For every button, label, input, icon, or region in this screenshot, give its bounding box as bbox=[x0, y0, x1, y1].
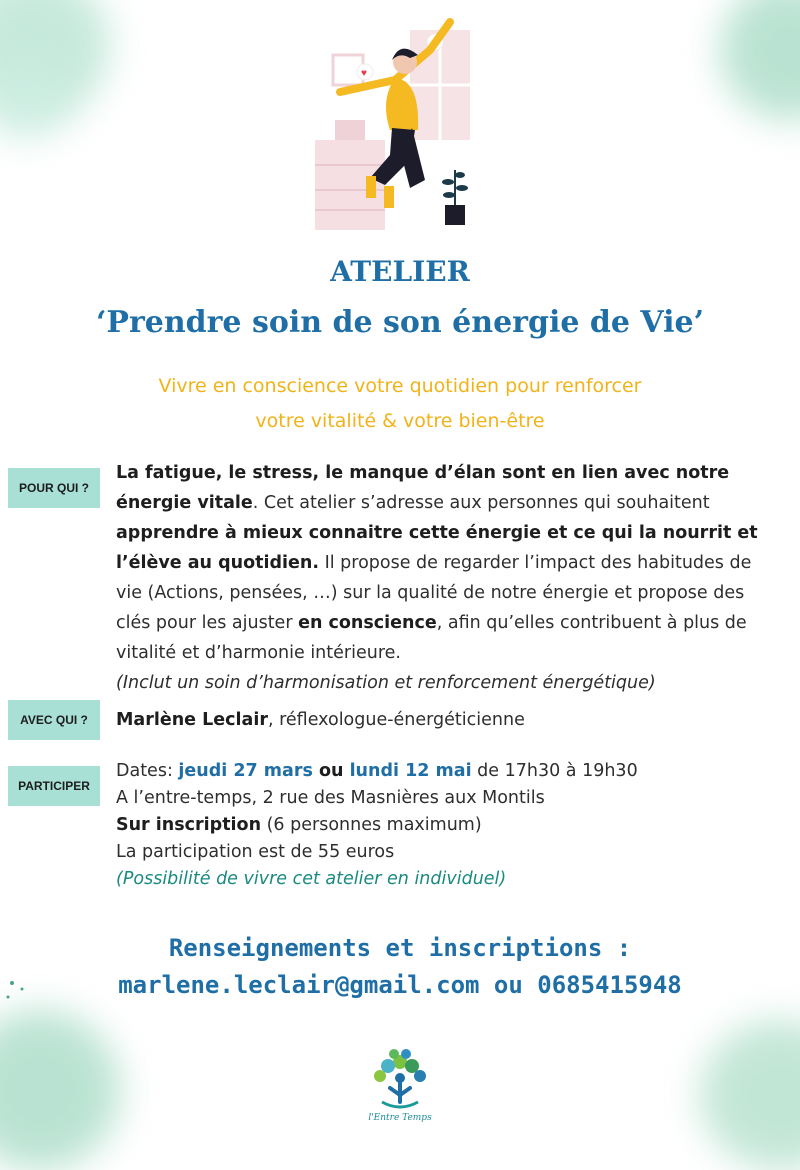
date-2: lundi 12 mai bbox=[349, 761, 472, 781]
time-range: de 17h30 à 19h30 bbox=[471, 761, 638, 781]
pour-qui-italic-note: (Inclut un soin d’harmonisation et renforcement énergétique) bbox=[116, 673, 656, 693]
address: A l’entre-temps, 2 rue des Masnières aux Montils bbox=[116, 788, 545, 808]
participer-details bbox=[116, 758, 776, 893]
pour-qui-text-3: , afin qu’elles contribuent à plus de vitalité et d’harmonie intérieure. bbox=[116, 613, 747, 663]
pour-qui-bold-2: apprendre à mieux connaitre cette énergie et ce qui la nourrit et l’élève au quotidien. bbox=[116, 523, 758, 573]
watercolor-decoration-bottom-left bbox=[0, 1010, 120, 1170]
pour-qui-text-1: . Cet atelier s’adresse aux personnes qui souhaitent bbox=[252, 493, 710, 513]
pour-qui-bold-3: en conscience bbox=[298, 613, 437, 633]
pour-qui-label: POUR QUI ? bbox=[8, 468, 100, 508]
facilitator-name: Marlène Leclair bbox=[116, 710, 268, 730]
avec-qui-label: AVEC QUI ? bbox=[8, 700, 100, 740]
individual-option: (Possibilité de vivre cet atelier en individuel) bbox=[116, 869, 507, 889]
contact-heading: Renseignements et inscriptions : bbox=[168, 934, 632, 962]
jumping-woman-illustration bbox=[300, 10, 500, 235]
dates-prefix: Dates: bbox=[116, 761, 179, 781]
subtitle-line-1: Vivre en conscience votre quotidien pour renforcer bbox=[158, 375, 642, 397]
watercolor-decoration-top-right bbox=[720, 0, 800, 120]
svg-text:♥: ♥ bbox=[361, 68, 367, 79]
inscription-bold: Sur inscription bbox=[116, 815, 262, 835]
date-1: jeudi 27 mars bbox=[178, 761, 313, 781]
workshop-name: ‘Prendre soin de son énergie de Vie’ bbox=[95, 305, 705, 340]
pour-qui-text-2: Il propose de regarder l’impact des habitudes de vie (Actions, pensées, …) sur la qualité de notre énergie et propose des clés pour les ajuster bbox=[116, 553, 752, 633]
pour-qui-description bbox=[116, 458, 776, 698]
avec-qui-description bbox=[116, 705, 776, 735]
page-title: ATELIER bbox=[330, 255, 470, 288]
facilitator-role: , réflexologue-énergéticienne bbox=[267, 710, 525, 730]
price: La participation est de 55 euros bbox=[116, 842, 395, 862]
decorative-dots bbox=[0, 975, 30, 1005]
watercolor-decoration-bottom-right bbox=[700, 1020, 800, 1170]
participer-label: PARTICIPER bbox=[8, 766, 100, 806]
logo-text: l'Entre Temps bbox=[368, 1113, 432, 1123]
pour-qui-bold-1: La fatigue, le stress, le manque d’élan sont en lien avec notre énergie vitale bbox=[116, 463, 730, 513]
inscription-rest: (6 personnes maximum) bbox=[261, 815, 482, 835]
contact-email-phone[interactable]: marlene.leclair@gmail.com ou 0685415948 bbox=[118, 971, 682, 999]
subtitle-line-2: votre vitalité & votre bien-être bbox=[255, 410, 545, 432]
entre-temps-logo bbox=[360, 1040, 440, 1130]
svg-text:♥: ♥ bbox=[431, 38, 437, 49]
date-separator: ou bbox=[312, 761, 350, 781]
